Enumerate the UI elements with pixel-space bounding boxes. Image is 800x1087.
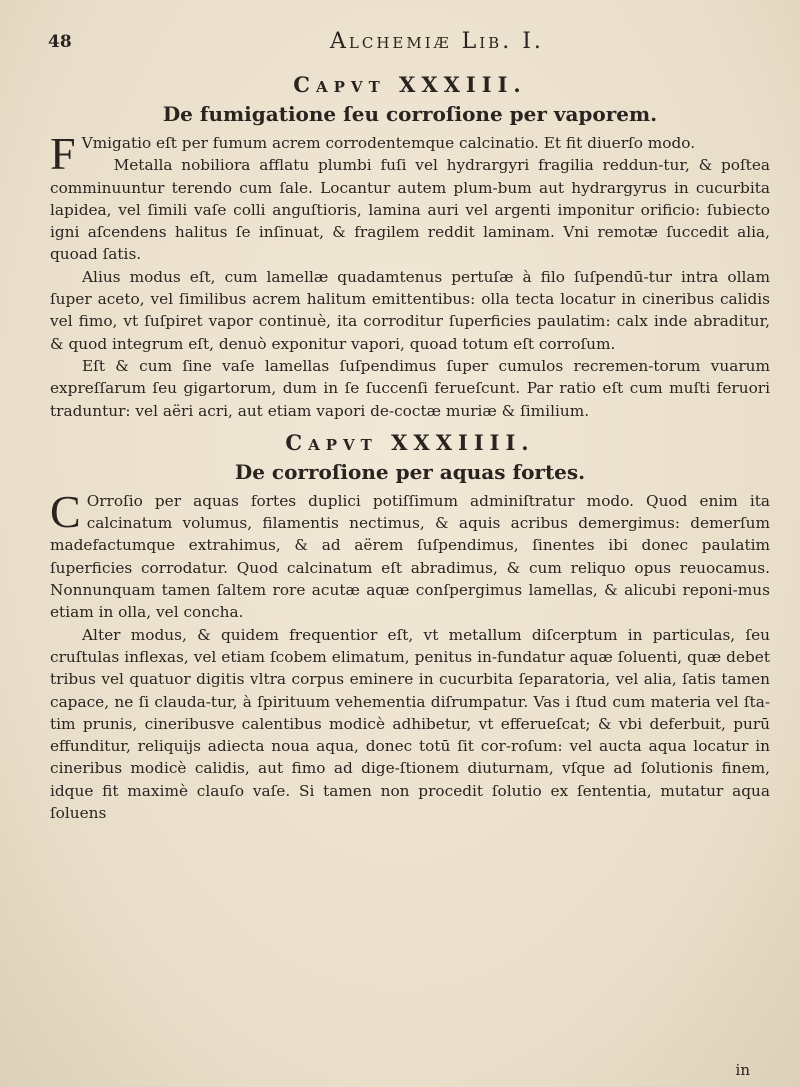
chapter-subtitle: De corroſione per aquas fortes. (234, 459, 586, 484)
paragraph: Eſt & cum ſine vaſe lamellas ſuſpendimus ſuper cumulos recremen-torum vuarum expreſſarum ſeu gigartorum, dum in ſe ſuccenſi ferueſcunt. Par ratio eſt cum muſti feruori traduntur: vel aëri acri, aut etiam vapori de-coctæ muriæ & ſimilium. (50, 356, 770, 420)
chapter-33 (50, 70, 770, 422)
running-head: Alchemiæ Lib. I. (330, 29, 544, 54)
chapter-subtitle: De fumigatione ſeu corroſione per vaporem. (162, 102, 658, 126)
catchword: in (735, 1061, 750, 1079)
paragraph: Alter modus, & quidem frequentior eſt, vt metallum diſcerptum in particulas, ſeu cruſtulas inflexas, vel etiam ſcobem elimatum, penitus in-fundatur aquæ ſoluenti, quæ debet tribus vel quatuor digitis vltra corpus eminere in cucurbita ſeparatoria, vel alia, ſatis tamen capace, ne ſi clauda-tur, à ſpirituum vehementia diſrumpatur. Vas i ſtud cum materia vel ſta-tim prunis, cineribusve calentibus modicè adhibetur, vt efferueſcat; & vbi deferbuit, purū effunditur, reliquijs adiecta noua aqua, donec totū ſit cor-roſum: vel aucta aqua locatur in cineribus modicè calidis, aut fimo ad dige-ſtionem diuturnam, vſque ad ſolutionis finem, idque fit maximè clauſo vaſe. Si tamen non procedit ſolutio ex ſententia, mutatur aqua ſoluens (50, 625, 770, 823)
drop-capital: C (50, 485, 81, 537)
chapter-34 (50, 428, 770, 824)
paragraph-text: Orroſio per aquas fortes duplici potiſſimum adminiſtratur modo. Quod enim ita calcinatum volumus, filamentis nectimus, & aquis acribus demergimus: demerſum madefactumque extrahimus, & ad aërem ſuſpendimus, ſinentes ibi donec paulatim ſuperficies corrodatur. Quod calcinatum eſt abradimus, & cum reliquo opus reuocamus. Nonnunquam tamen ſaltem rore acutæ aquæ conſpergimus lamellas, & alicubi reponi-mus etiam in olla, vel concha. (50, 491, 770, 622)
text-block (50, 60, 770, 824)
paragraph-text: Vmigatio eſt per fumum acrem corrodentemque calcinatio. Et fit diuerſo modo. (81, 134, 696, 152)
chapter-title: Capvt XXXIIII. (285, 429, 535, 455)
paragraph (50, 485, 770, 624)
chapter-title: Capvt XXXIII. (293, 72, 527, 97)
paragraph (50, 128, 770, 179)
paragraph: Metalla nobiliora afflatu plumbi fuſi vel hydrargyri fragilia reddun-tur, & poſtea comminuuntur terendo cum ſale. Locantur autem plum-bum aut hydrargyrus in cucurbita lapidea, vel ſimili vaſe colli anguſtioris, lamina auri vel argenti imponitur orificio: ſubiecto igni aſcendens halitus ſe inſinuat, & fragilem reddit laminam. Vni remotæ ſuccedit alia, quoad ſatis. (50, 156, 770, 264)
paragraph: Alius modus eſt, cum lamellæ quadamtenus pertuſæ à filo ſuſpendū-tur intra ollam ſuper aceto, vel ſimilibus acrem halitum emittentibus: olla tecta locatur in cineribus calidis vel fimo, vt ſuſpiret vapor continuè, ita corroditur ſuperficies paulatim: calx inde abraditur, & quod integrum eſt, denuò exponitur vapori, quoad totum eſt corroſum. (50, 267, 770, 353)
page-number: 48 (48, 32, 72, 52)
drop-capital: F (50, 128, 76, 179)
